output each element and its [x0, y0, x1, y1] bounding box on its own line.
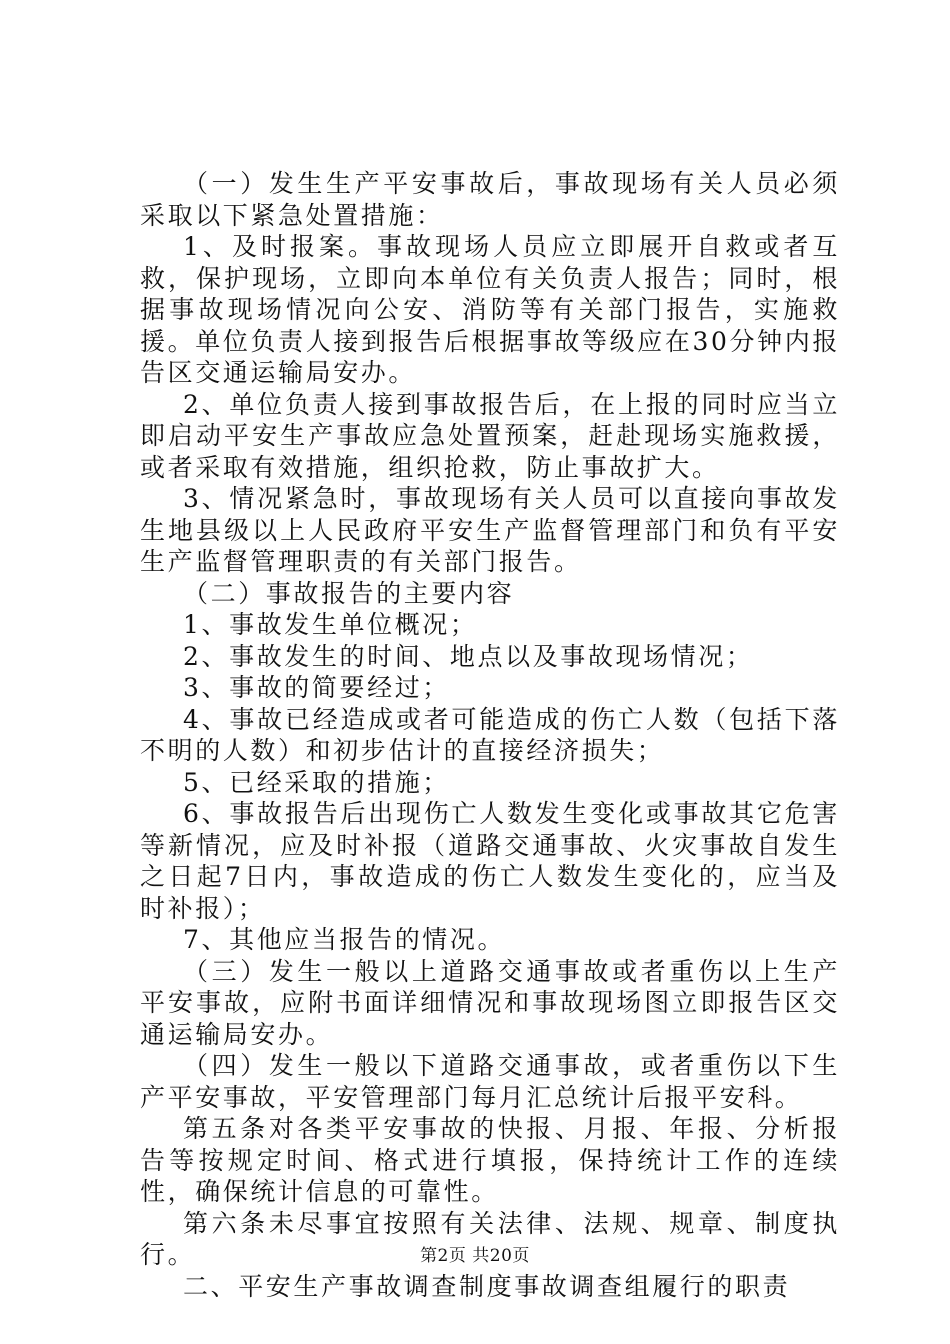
list-item-6: 6、事故报告后出现伤亡人数发生变化或事故其它危害等新情况，应及时补报（道路交通事故、火灾事故自发生之日起7日内，事故造成的伤亡人数发生变化的，应当及时补报）；: [140, 799, 840, 923]
article-5: 第五条对各类平安事故的快报、月报、年报、分析报告等按规定时间、格式进行填报，保持统计工作的连续性，确保统计信息的可靠性。: [140, 1114, 840, 1206]
paragraph-3rd: （三）发生一般以上道路交通事故或者重伤以上生产平安事故，应附书面详细情况和事故现场图立即报告区交通运输局安办。: [140, 956, 840, 1049]
list-item-3: 3、事故的简要经过；: [183, 673, 450, 702]
list-item-1: 1、事故发生单位概况；: [183, 610, 478, 639]
list-item-4: 4、事故已经造成或者可能造成的伤亡人数（包括下落不明的人数）和初步估计的直接经济损失；: [140, 704, 840, 765]
paragraph-4th: （四）发生一般以下道路交通事故，或者重伤以下生产平安事故，平安管理部门每月汇总统计后报平安科。: [140, 1051, 840, 1112]
list-item-2: 2、事故发生的时间、地点以及事故现场情况；: [183, 641, 754, 671]
article-6: 第六条未尽事宜按照有关法律、法规、规章、制度执行。: [140, 1208, 840, 1269]
section-heading-second: 二、平安生产事故调查制度事故调查组履行的职责: [183, 1271, 791, 1301]
paragraph-3: 2、单位负责人接到事故报告后，在上报的同时应当立即启动平安生产事故应急处置预案，赶赴现场实施救援，或者采取有效措施，组织抢救，防止事故扩大。: [140, 389, 840, 482]
page-number-footer: 第2页 共20页: [420, 1246, 530, 1266]
section-heading-2: （二）事故报告的主要内容: [183, 578, 515, 608]
paragraph-2: 1、及时报案。事故现场人员应立即展开自救或者互救，保护现场，立即向本单位有关负责人报告；同时，根据事故现场情况向公安、消防等有关部门报告，实施救援。单位负责人接到报告后根据事故等级应在30分钟内报告区交通运输局安办。: [140, 232, 840, 387]
document-body: [140, 168, 840, 1302]
paragraph-4: 3、情况紧急时，事故现场有关人员可以直接向事故发生地县级以上人民政府平安生产监督管理部门和负有平安生产监督管理职责的有关部门报告。: [140, 484, 840, 576]
list-item-5: 5、已经采取的措施；: [183, 767, 450, 797]
paragraph-1: （一）发生生产平安事故后，事故现场有关人员必须采取以下紧急处置措施：: [140, 169, 840, 230]
list-item-7: 7、其他应当报告的情况。: [183, 925, 506, 954]
